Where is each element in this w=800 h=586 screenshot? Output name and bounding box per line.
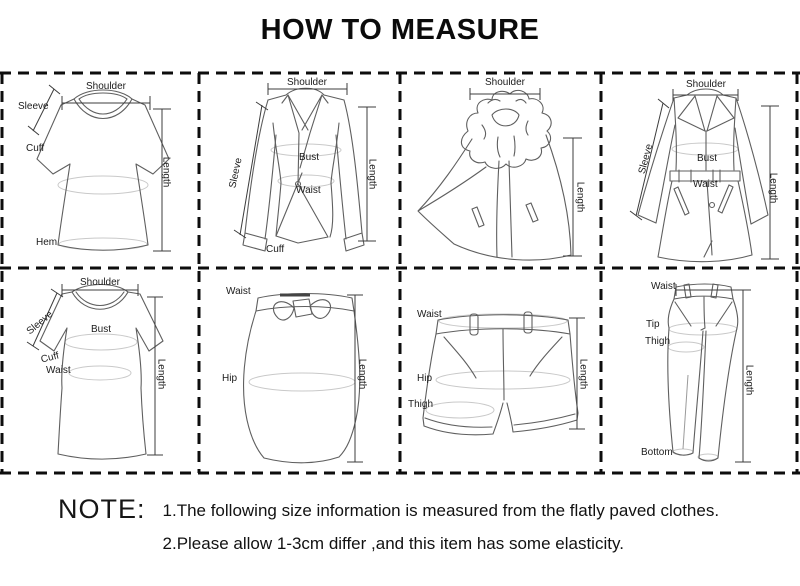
trench-coat-drawing: [600, 73, 800, 268]
label-sleeve: Sleeve: [24, 308, 56, 338]
dress-drawing: [0, 268, 200, 473]
label-hem: Hem: [36, 237, 58, 248]
note-lines: [163, 494, 720, 567]
label-length: Length: [160, 156, 172, 188]
label-thigh: Thigh: [645, 336, 671, 347]
note-line-2: 2.Please allow 1-3cm differ ,and this item has some elasticity.: [162, 534, 624, 553]
panel-blazer: [200, 73, 400, 268]
label-waist: Waist: [693, 179, 718, 190]
label-length: Length: [356, 358, 368, 390]
label-waist: Waist: [651, 281, 676, 292]
panel-shorts: [400, 268, 600, 473]
label-bust: Bust: [91, 324, 112, 335]
label-cuff: Cuff: [266, 244, 285, 255]
label-tip: Tip: [646, 319, 660, 330]
label-waist: Waist: [226, 286, 251, 297]
note-label: NOTE:: [58, 494, 146, 524]
panel-t-shirt: [0, 73, 200, 268]
label-shoulder: Shoulder: [286, 77, 328, 88]
label-bust: Bust: [697, 153, 718, 164]
label-sleeve: Sleeve: [227, 156, 245, 190]
panel-skirt: [200, 268, 400, 473]
label-hip: Hip: [222, 373, 238, 384]
note-line-1: 1.The following size information is measured from the flatly paved clothes.: [162, 501, 720, 520]
label-cuff: Cuff: [26, 143, 45, 154]
label-bottom: Bottom: [641, 447, 673, 458]
hooded-fur-cape-drawing: [400, 73, 600, 268]
label-length: Length: [743, 364, 755, 396]
label-length: Length: [577, 358, 589, 390]
label-length: Length: [366, 158, 378, 190]
label-waist: Waist: [46, 365, 71, 376]
label-length: Length: [574, 181, 586, 213]
shorts-drawing: [400, 268, 600, 473]
label-waist: Waist: [296, 185, 321, 196]
note-section: [58, 494, 719, 567]
label-cuff: Cuff: [39, 350, 61, 366]
label-bust: Bust: [299, 152, 320, 163]
label-hip: Hip: [417, 373, 433, 384]
panel-trench-coat: [600, 73, 800, 268]
label-shoulder: Shoulder: [79, 277, 121, 288]
skirt-drawing: [200, 268, 400, 473]
pants-drawing: [600, 268, 800, 473]
label-shoulder: Shoulder: [685, 79, 727, 90]
label-length: Length: [155, 358, 167, 390]
panel-pants: [600, 268, 800, 473]
label-thigh: Thigh: [408, 399, 434, 410]
page-title: HOW TO MEASURE: [260, 14, 540, 46]
label-waist: Waist: [417, 309, 442, 320]
panel-dress: [0, 268, 200, 473]
label-sleeve: Sleeve: [18, 101, 49, 112]
label-sleeve: Sleeve: [636, 142, 656, 176]
label-shoulder: Shoulder: [484, 77, 526, 88]
label-length: Length: [767, 172, 779, 204]
label-shoulder: Shoulder: [85, 81, 127, 92]
panel-hooded-fur-cape: [400, 73, 600, 268]
